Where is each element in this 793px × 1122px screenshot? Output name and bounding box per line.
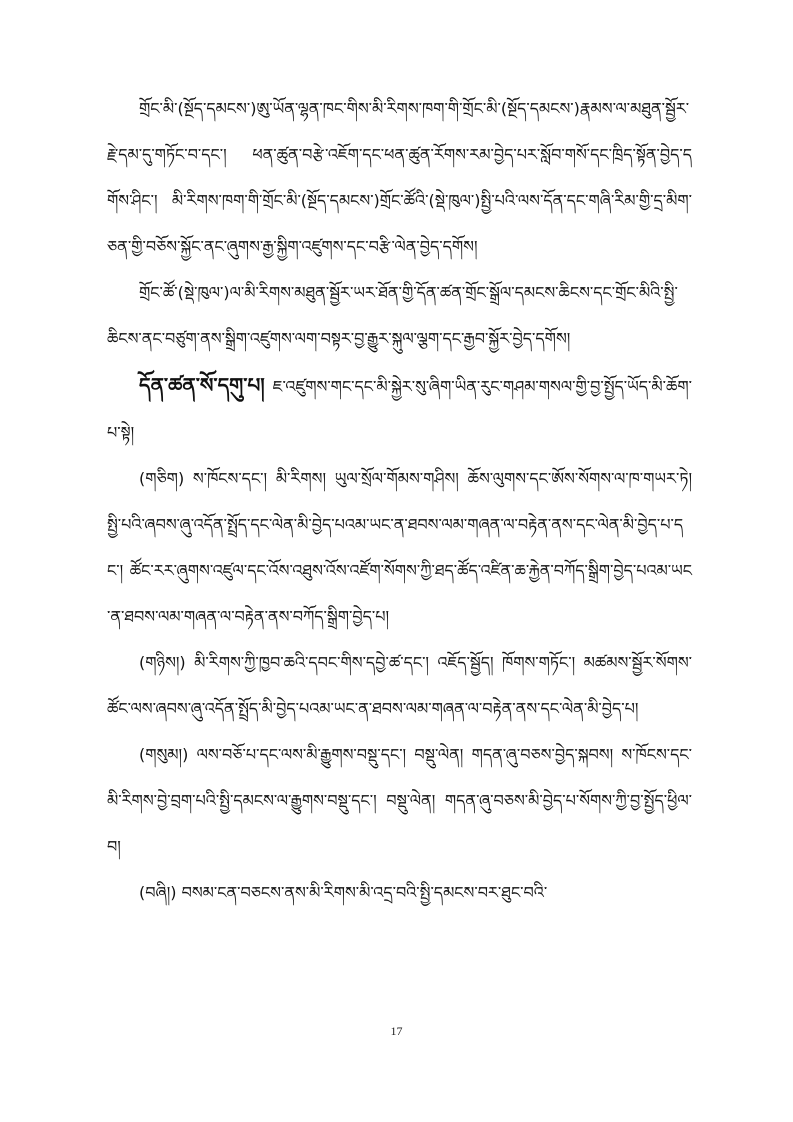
page-number: 17 xyxy=(390,1024,403,1038)
paragraph-1: གྲོང་མི་(སྔོད་དམངས་)ཨུ་ཡོན་ལྷན་ཁང་གིས་མི་རིགས་ཁག་གི་གྲོང་མི་(སྔོད་དམངས་)རྣམས་ལ་མཐུན་སྦྱོར་རྗེ་དམ་དུ་གཏོང་བ་དང་། ཕན་ཚུན་བརྩེ་འཇོག་དང་ཕན་ཚུན་རོགས་རམ་བྱེད་པར་སློབ་གསོ་དང་ཁྲིད་སྟོན་བྱེད་དགོས་ཤིང་། མི་རིགས་ཁག་གི་གྲོང་མི་(སྔོད་དམངས་)གྲོང་ཚོའི་(སྡེ་ཁུལ་)སྤྱི་པའི་ལས་དོན་དང་གཞི་རིམ་གྱི་དྲ་མིག་ཅན་གྱི་བཅོས་སྐྱོང་ནང་ཞུགས་རྒྱ་སྐྱིག་འཛུགས་དང་བརྩི་ལེན་བྱེད་དགོས། xyxy=(107,99,692,256)
paragraph-2: གྲོང་ཚོ་(སྡེ་ཁུལ་)ལ་མི་རིགས་མཐུན་སྦྱོར་ཡར་ཐོན་གྱི་དོན་ཚན་གྲོང་སྒྲོལ་དམངས་ཆིངས་དང་གྲོང་མིའི་སྤྱི་ཆིངས་ནང་བཙུག་ནས་སྒྲིག་འཛུགས་ལག་བསྟར་བྱ་རྒྱུར་སྐུལ་ལྕག་དང་རྒྱབ་སྐྱོར་བྱེད་དགོས། xyxy=(107,283,678,348)
section-text: ཇ་འཛུགས་གང་དང་མི་སྐྱེར་སུ་ཞིག་ཡིན་རུང་གཤམ་གསལ་གྱི་བྱ་སྤྱོད་ཡོད་མི་ཆོག་པ་སྟེ། xyxy=(107,377,692,442)
section-heading: དོན་ཚན་སོ་དགུ་པ། xyxy=(139,373,265,397)
list-item-3: (གསུམ།) ལས་བཅོ་པ་དང་ལས་མི་རྒྱུགས་བསྡུ་དང་། བསྡུ་ལེན། གདན་ཞུ་བཅས་བྱེད་སྐབས། ས་ཁོངས་དང་མི་རིགས་བྱེ་བྲག་པའི་སྤྱི་དམངས་ལ་རྒྱུགས་བསྡུ་དང་། བསྡུ་ལེན། གདན་ཞུ་བཅས་མི་བྱེད་པ་སོགས་ཀྱི་བྱ་སྤྱོད་ཕྱིལ་བ། xyxy=(107,745,692,856)
body-text xyxy=(107,86,692,916)
section-paragraph xyxy=(107,362,692,456)
list-item-2: (གཉིས།) མི་རིགས་ཀྱི་ཁྱབ་ཆའི་དབང་གིས་དབྱེ་ཚ་དང་། འཇོད་སྦྱོད། ཁོགས་གཏོང་། མཚམས་སྦྱོར་སོགས་ཚོང་ལས་ཞབས་ཞུ་འདོན་སྤྲོད་མི་བྱེད་པའམ་ཡང་ན་ཐབས་ལམ་གཞན་ལ་བརྟེན་ནས་དང་ལེན་མི་བྱེད་པ། xyxy=(107,653,692,718)
list-item-4: (བཞི།) བསམ་ངན་བཅངས་ནས་མི་རིགས་མི་འདྲ་བའི་སྤྱི་དམངས་བར་ཐུང་བའི་ xyxy=(139,883,548,902)
list-item-1: (གཅིག) ས་ཁོངས་དང་། མི་རིགས། ཡུལ་སྲོལ་གོམས་གཤིས། ཆོས་ལུགས་དང་ཨོས་སོགས་ལ་ཁ་གཡར་ཏེ། སྤྱི་པའི་ཞབས་ཞུ་འདོན་སྤྲོད་དང་ལེན་མི་བྱེད་པའམ་ཡང་ན་ཐབས་ལམ་གཞན་ལ་བརྟེན་ནས་དང་ལེན་མི་བྱེད་པ་དང་། ཚོང་རར་ཞུགས་འཛུལ་དང་འོས་འཐུས་འོས་འཛོག་སོགས་ཀྱི་ཐད་ཚོད་འཛིན་ཆ་རྐྱེན་བཀོད་སྒྲིག་བྱེད་པའམ་ཡང་ན་ཐབས་ལམ་གཞན་ལ་བརྟེན་ནས་བཀོད་སྒྲིག་བྱེད་པ། xyxy=(107,469,692,626)
